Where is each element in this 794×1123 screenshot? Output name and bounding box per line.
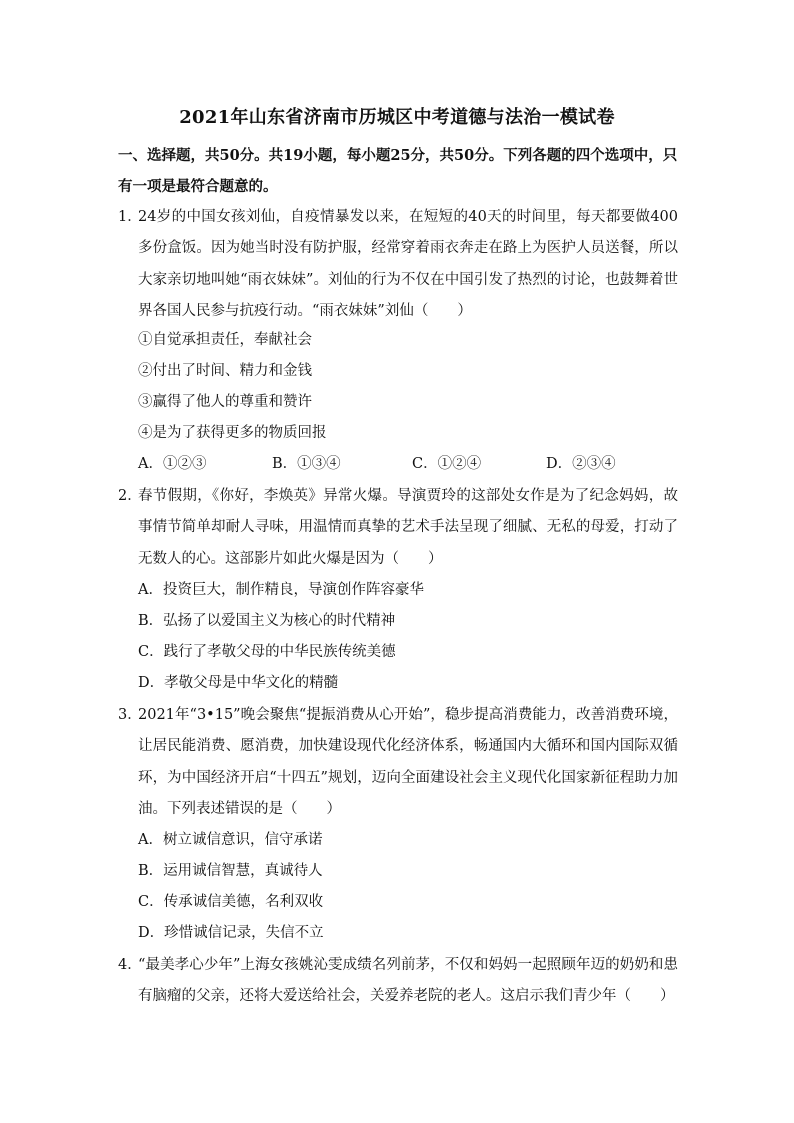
question-stem: 24岁的中国女孩刘仙，自疫情暴发以来，在短短的40天的时间里，每天都要做400多份盒饭。因为她当时没有防护服，经常穿着雨衣奔走在路上为医护人员送餐，所以大家亲切地叫她“雨衣妹妹”。刘仙的行为不仅在中国引发了热烈的讨论，也鼓舞着世界各国人民参与抗疫行动。“雨衣妹妹”刘仙（ ）	[138, 209, 678, 319]
section-heading: 一、选择题，共50分。共19小题，每小题25分，共50分。下列各题的四个选项中，只有一项是最符合题意的。	[118, 147, 678, 195]
question-number: 3．	[118, 707, 142, 723]
choice-c: C．传承诚信美德，名利双收	[138, 894, 324, 910]
choice-d: D．②③④	[546, 456, 616, 472]
choice-b: B．弘扬了以爱国主义为核心的时代精神	[138, 613, 396, 629]
choice-b: B．运用诚信智慧，真诚待人	[138, 863, 323, 879]
choice-d: D．珍惜诚信记录，失信不立	[138, 925, 324, 941]
statement-4: ④是为了获得更多的物质回报	[138, 425, 327, 441]
question-stem: 2021年“3•15”晚会聚焦“提振消费从心开始”，稳步提高消费能力，改善消费环境，让居民能消费、愿消费，加快建设现代化经济体系，畅通国内大循环和国内国际双循环，为中国经济开启“十四五”规划，迈向全面建设社会主义现代化国家新征程助力加油。下列表述错误的是（ ）	[138, 707, 678, 817]
choice-a: A．树立诚信意识，信守承诺	[138, 832, 323, 848]
choice-c: C．①②④	[412, 456, 482, 472]
question-stem: “最美孝心少年”上海女孩姚沁雯成绩名列前茅，不仅和妈妈一起照顾年迈的奶奶和患有脑瘤的父亲，还将大爱送给社会，关爱养老院的老人。这启示我们青少年（ ）	[138, 957, 678, 1005]
question-number: 4．	[118, 957, 142, 973]
question-3	[118, 700, 678, 825]
choice-a: A．投资巨大，制作精良，导演创作阵容豪华	[138, 582, 424, 598]
question-stem: 春节假期，《你好，李焕英》异常火爆。导演贾玲的这部处女作是为了纪念妈妈，故事情节简单却耐人寻味，用温情而真挚的艺术手法呈现了细腻、无私的母爱，打动了无数人的心。这部影片如此火爆是因为（ ）	[138, 488, 678, 567]
question-2	[118, 481, 678, 575]
choice-c: C．践行了孝敬父母的中华民族传统美德	[138, 644, 396, 660]
choice-a: A．①②③	[138, 456, 207, 472]
statement-1: ①自觉承担责任，奉献社会	[138, 332, 312, 348]
choice-d: D．孝敬父母是中华文化的精髓	[138, 675, 339, 691]
statement-2: ②付出了时间、精力和金钱	[138, 363, 312, 379]
question-number: 1．	[118, 209, 142, 225]
choice-b: B．①③④	[272, 456, 341, 472]
question-1	[118, 202, 678, 327]
question-number: 2．	[118, 488, 142, 504]
question-4	[118, 950, 678, 1013]
statement-3: ③赢得了他人的尊重和赞许	[138, 394, 312, 410]
exam-title: 2021年山东省济南市历城区中考道德与法治一模试卷	[179, 107, 615, 128]
